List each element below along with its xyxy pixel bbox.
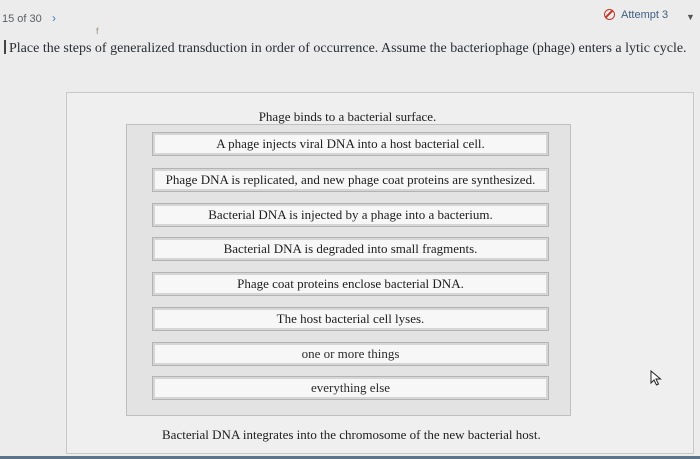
- answer-slot-text: Phage DNA is replicated, and new phage coat proteins are synthesized.: [165, 172, 536, 187]
- attempt-indicator[interactable]: [604, 9, 668, 21]
- answer-slot-text: Bacterial DNA is degraded into small fragments.: [223, 241, 478, 256]
- mouse-pointer-icon: [650, 370, 664, 386]
- answer-slot[interactable]: [152, 203, 549, 227]
- answer-slot-text: everything else: [310, 380, 391, 395]
- attempt-label: Attempt 3: [621, 9, 669, 21]
- answer-slot[interactable]: [152, 272, 549, 296]
- answer-slot-text: A phage injects viral DNA into a host bacterial cell.: [216, 136, 485, 151]
- stray-mark: f: [96, 26, 99, 36]
- top-bar: [0, 0, 700, 36]
- chevron-down-icon[interactable]: ▼: [686, 12, 695, 22]
- question-progress: 15 of 30: [2, 13, 42, 25]
- answer-slot[interactable]: [152, 376, 549, 400]
- question-prompt: [4, 40, 696, 57]
- answer-slot-text: The host bacterial cell lyses.: [276, 311, 425, 326]
- prompt-marker: [4, 40, 6, 54]
- bottom-card-text: Bacterial DNA integrates into the chromosome of the new bacterial host.: [162, 427, 541, 442]
- next-question-icon[interactable]: ›: [52, 11, 56, 25]
- prompt-text: Place the steps of generalized transduction in order of occurrence. Assume the bacteriophage (phage) enters a lytic cycle.: [9, 41, 687, 56]
- answer-slot[interactable]: [152, 237, 549, 261]
- answer-slot[interactable]: [152, 342, 549, 366]
- answer-slot[interactable]: [152, 307, 549, 331]
- answer-slot-text: Phage coat proteins enclose bacterial DNA.: [237, 276, 464, 291]
- attempt-status-icon: [604, 9, 615, 20]
- answer-slot-text: Bacterial DNA is injected by a phage into a bacterium.: [208, 207, 493, 222]
- bottom-card[interactable]: [162, 426, 541, 444]
- first-card-text: Phage binds to a bacterial surface.: [258, 109, 437, 124]
- answer-slot[interactable]: [152, 132, 549, 156]
- answer-slot[interactable]: [152, 168, 549, 192]
- first-card[interactable]: [126, 108, 569, 126]
- answer-slot-text: one or more things: [301, 346, 400, 361]
